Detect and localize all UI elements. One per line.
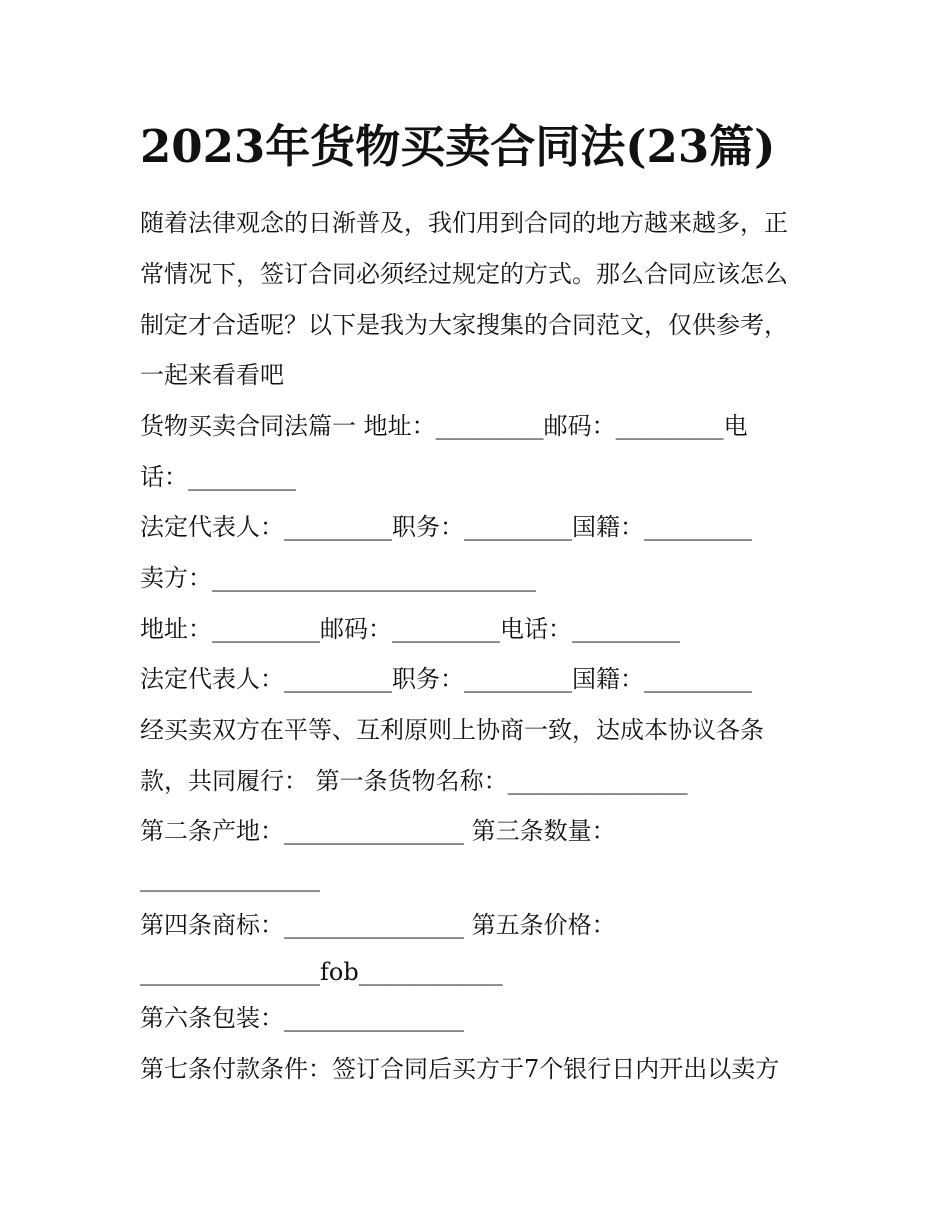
- body-line-18: 第七条付款条件：签订合同后买方于7个银行日内开出以卖方: [140, 1055, 780, 1083]
- body-line-15: 第四条商标：_______________ 第五条价格：: [140, 911, 616, 939]
- document-title: 2023年货物买卖合同法(23篇): [140, 120, 776, 173]
- body-line-16: _______________fob____________: [140, 958, 503, 986]
- body-line-7: 法定代表人：_________职务：_________国籍：_________: [140, 513, 752, 541]
- body-line-5: 货物买卖合同法篇一 地址：_________邮码：_________电: [140, 412, 748, 440]
- body-line-1: 随着法律观念的日渐普及，我们用到合同的地方越来越多，正: [140, 209, 788, 237]
- body-line-17: 第六条包装：_______________: [140, 1004, 464, 1032]
- body-line-4: 一起来看看吧: [140, 361, 284, 389]
- body-line-2: 常情况下，签订合同必须经过规定的方式。那么合同应该怎么: [140, 260, 788, 288]
- body-line-3: 制定才合适呢？以下是我为大家搜集的合同范文，仅供参考，: [140, 311, 788, 339]
- body-line-14: _______________: [140, 864, 320, 892]
- body-line-10: 法定代表人：_________职务：_________国籍：_________: [140, 665, 752, 693]
- body-line-13: 第二条产地：_______________ 第三条数量：: [140, 817, 616, 845]
- body-line-6: 话：_________: [140, 463, 296, 491]
- body-line-9: 地址：_________邮码：_________电话：_________: [140, 615, 680, 643]
- body-line-11: 经买卖双方在平等、互利原则上协商一致，达成本协议各条: [140, 716, 764, 744]
- body-line-12: 款，共同履行： 第一条货物名称：_______________: [140, 767, 688, 795]
- body-line-8: 卖方：___________________________: [140, 564, 536, 592]
